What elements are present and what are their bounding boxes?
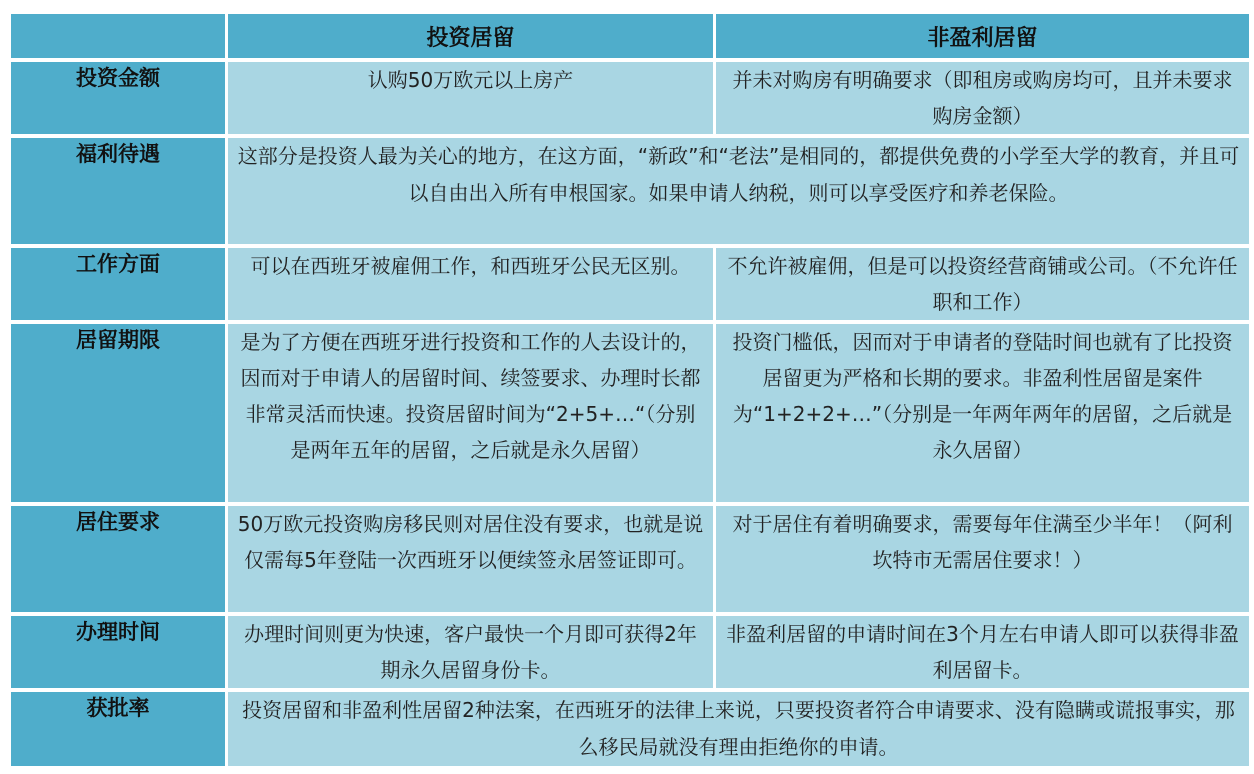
cell-investment-amount-nonprofit: 并未对购房有明确要求（即租房或购房均可，且并未要求购房金额） [716,62,1249,134]
cell-investment-amount-investment: 认购50万欧元以上房产 [228,62,713,134]
cell-work-investment: 可以在西班牙被雇佣工作，和西班牙公民无区别。 [228,248,713,320]
header-investment-residence: 投资居留 [228,14,713,58]
header-corner [11,14,225,58]
cell-residence-term-nonprofit: 投资门槛低，因而对于申请者的登陆时间也就有了比投资居留更为严格和长期的要求。非盈利性居留是案件为“1+2+2+…”（分别是一年两年两年的居留，之后就是永久居留） [716,324,1249,502]
table-row [11,324,1249,502]
cell-processing-time-nonprofit: 非盈利居留的申请时间在3个月左右申请人即可以获得非盈利居留卡。 [716,616,1249,688]
table-row [11,62,1249,134]
cell-living-requirement-investment: 50万欧元投资购房移民则对居住没有要求，也就是说仅需每5年登陆一次西班牙以便续签永居签证即可。 [228,506,713,612]
cell-residence-term-investment: 是为了方便在西班牙进行投资和工作的人去设计的，因而对于申请人的居留时间、续签要求、办理时长都非常灵活而快速。投资居留时间为“2+5+…“（分别是两年五年的居留，之后就是永久居留） [228,324,713,502]
row-label-living-requirement: 居住要求 [11,506,225,612]
cell-approval-rate-merged: 投资居留和非盈利性居留2种法案，在西班牙的法律上来说，只要投资者符合申请要求、没有隐瞒或谎报事实，那么移民局就没有理由拒绝你的申请。 [228,692,1249,766]
table-row [11,506,1249,612]
row-label-investment-amount: 投资金额 [11,62,225,134]
cell-benefits-merged: 这部分是投资人最为关心的地方，在这方面，“新政”和“老法”是相同的，都提供免费的小学至大学的教育，并且可以自由出入所有申根国家。如果申请人纳税，则可以享受医疗和养老保险。 [228,138,1249,244]
table-row [11,138,1249,244]
comparison-table [8,10,1252,770]
row-label-processing-time: 办理时间 [11,616,225,688]
row-label-work: 工作方面 [11,248,225,320]
table-row [11,248,1249,320]
row-label-residence-term: 居留期限 [11,324,225,502]
header-nonprofit-residence: 非盈利居留 [716,14,1249,58]
cell-living-requirement-nonprofit: 对于居住有着明确要求，需要每年住满至少半年！（阿利坎特市无需居住要求！） [716,506,1249,612]
row-label-approval-rate: 获批率 [11,692,225,766]
cell-processing-time-investment: 办理时间则更为快速，客户最快一个月即可获得2年期永久居留身份卡。 [228,616,713,688]
table-row [11,692,1249,766]
row-label-benefits: 福利待遇 [11,138,225,244]
header-row [11,14,1249,58]
cell-work-nonprofit: 不允许被雇佣，但是可以投资经营商铺或公司。（不允许任职和工作） [716,248,1249,320]
table-row [11,616,1249,688]
